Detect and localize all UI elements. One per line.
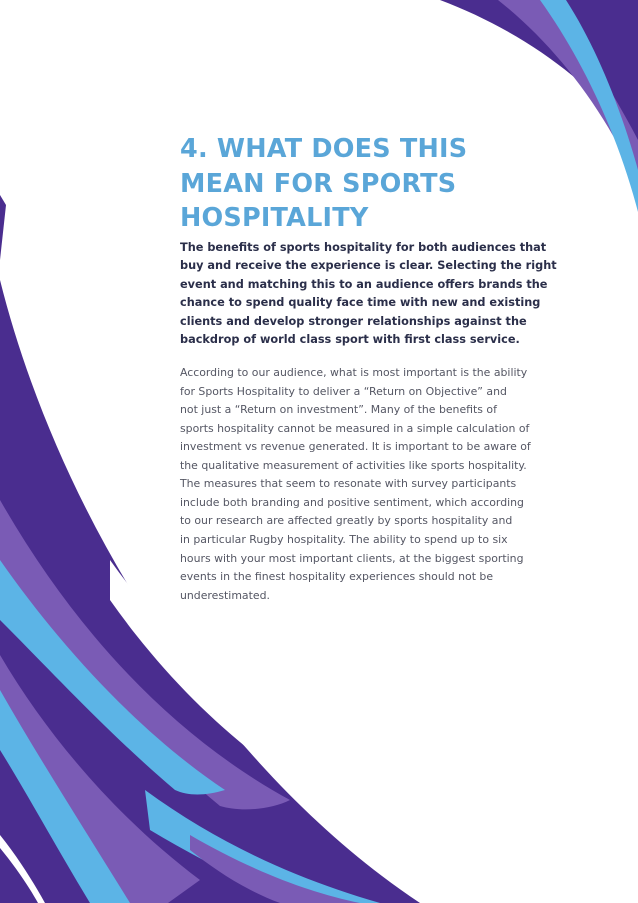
body-line: sports hospitality cannot be measured in a simple calculation of — [180, 421, 530, 435]
body-line: The measures that seem to resonate with survey participants — [180, 477, 517, 491]
body-line: for Sports Hospitality to deliver a “Return on Objective” and — [180, 384, 507, 398]
lead-paragraph — [180, 239, 565, 351]
section-heading — [180, 132, 565, 236]
lead-line: backdrop of world class sport with first class service. — [180, 333, 520, 347]
lead-line: event and matching this to an audience offers brands the — [180, 277, 548, 291]
lead-line: chance to spend quality face time with new and existing — [180, 296, 541, 310]
body-paragraph — [180, 364, 565, 605]
heading-line: HOSPITALITY — [180, 203, 369, 233]
body-line: investment vs revenue generated. It is important to be aware of — [180, 440, 531, 454]
article-content — [180, 132, 565, 605]
body-line: not just a “Return on investment”. Many of the benefits of — [180, 403, 497, 417]
body-line: underestimated. — [180, 588, 270, 602]
body-line: in particular Rugby hospitality. The ability to spend up to six — [180, 532, 508, 546]
body-line: include both branding and positive sentiment, which according — [180, 495, 524, 509]
body-line: the qualitative measurement of activities like sports hospitality. — [180, 458, 527, 472]
body-line: to our research are affected greatly by sports hospitality and — [180, 514, 513, 528]
lead-line: clients and develop stronger relationships against the — [180, 314, 527, 328]
body-line: hours with your most important clients, at the biggest sporting — [180, 551, 524, 565]
heading-line: MEAN FOR SPORTS — [180, 168, 457, 199]
lead-line: The benefits of sports hospitality for both audiences that — [180, 240, 547, 254]
body-line: According to our audience, what is most important is the ability — [180, 366, 528, 380]
left-edge-purple-sliver — [0, 195, 6, 260]
heading-line: 4. WHAT DOES THIS — [180, 134, 468, 164]
lead-line: buy and receive the experience is clear. Selecting the right — [180, 259, 557, 273]
body-line: events in the finest hospitality experiences should not be — [180, 570, 494, 584]
